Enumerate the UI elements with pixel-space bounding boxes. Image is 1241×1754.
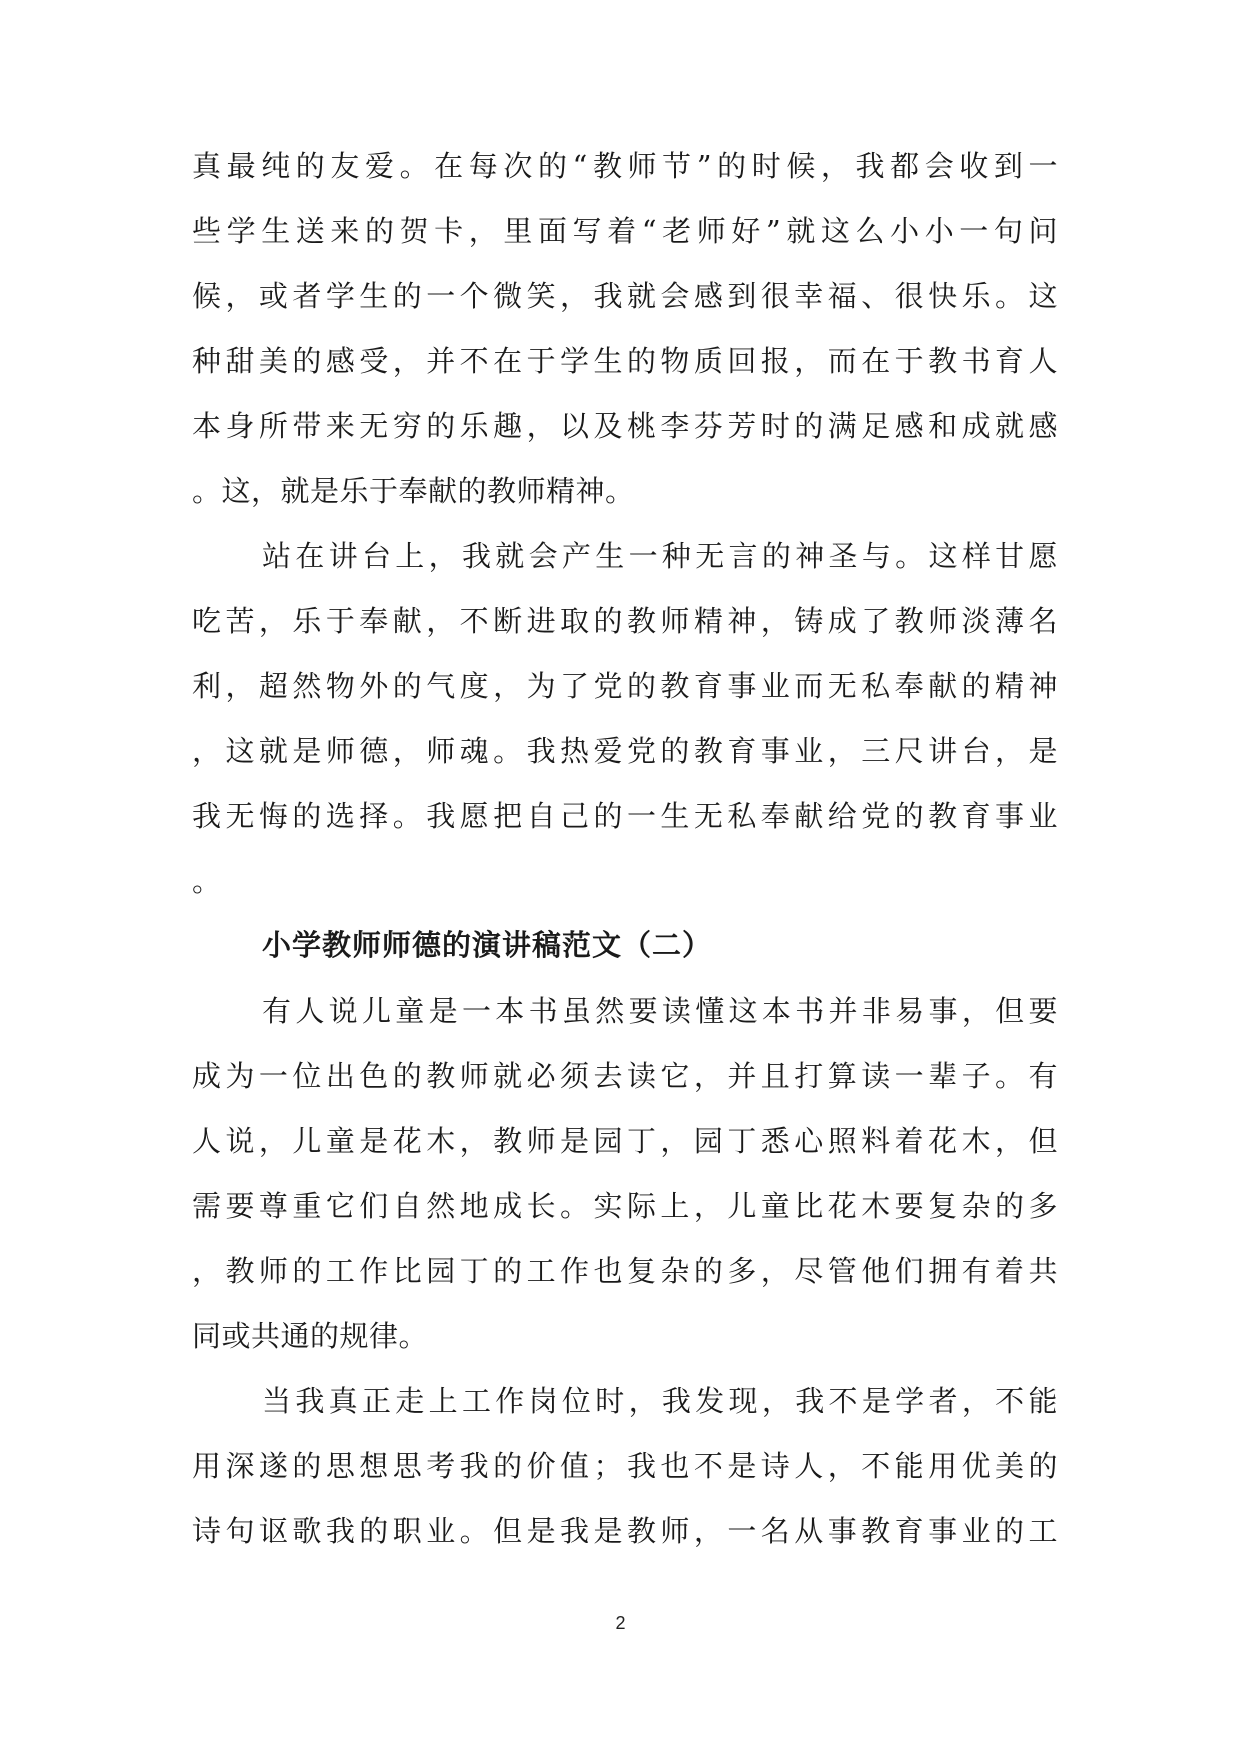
page-number: 2 [615, 1613, 626, 1633]
paragraph-2-line-4: ，这就是师德，师魂。我热爱党的教育事业，三尺讲台，是 [192, 734, 1058, 768]
paragraph-1-line-3: 候，或者学生的一个微笑，我就会感到很幸福、很快乐。这 [192, 279, 1058, 313]
paragraph-1-line-1: 真最纯的友爱。在每次的“教师节”的时候，我都会收到一 [192, 149, 1058, 183]
section-heading: 小学教师师德的演讲稿范文（二） [262, 928, 713, 962]
paragraph-3-line-5: ，教师的工作比园丁的工作也复杂的多，尽管他们拥有着共 [192, 1254, 1058, 1288]
paragraph-1-line-5: 本身所带来无穷的乐趣，以及桃李芬芳时的满足感和成就感 [192, 409, 1058, 443]
paragraph-4-line-1: 当我真正走上工作岗位时，我发现，我不是学者，不能 [262, 1384, 1058, 1418]
paragraph-3-line-4: 需要尊重它们自然地成长。实际上，儿童比花木要复杂的多 [192, 1189, 1058, 1223]
paragraph-2-line-1: 站在讲台上，我就会产生一种无言的神圣与。这样甘愿 [262, 539, 1058, 573]
paragraph-2-line-5: 我无悔的选择。我愿把自己的一生无私奉献给党的教育事业 [192, 799, 1058, 833]
paragraph-2-line-3: 利，超然物外的气度，为了党的教育事业而无私奉献的精神 [192, 669, 1058, 703]
paragraph-2-line-2: 吃苦，乐于奉献，不断进取的教师精神，铸成了教师淡薄名 [192, 604, 1058, 638]
paragraph-2-line-6: 。 [192, 864, 222, 898]
paragraph-4-line-2: 用深遂的思想思考我的价值；我也不是诗人，不能用优美的 [192, 1449, 1058, 1483]
paragraph-1-line-2: 些学生送来的贺卡，里面写着“老师好”就这么小小一句问 [192, 214, 1058, 248]
paragraph-1-line-4: 种甜美的感受，并不在于学生的物质回报，而在于教书育人 [192, 344, 1058, 378]
paragraph-3-line-6: 同或共通的规律。 [192, 1319, 429, 1353]
paragraph-3-line-3: 人说，儿童是花木，教师是园丁，园丁悉心照料着花木，但 [192, 1124, 1058, 1158]
paragraph-3-line-2: 成为一位出色的教师就必须去读它，并且打算读一辈子。有 [192, 1059, 1058, 1093]
paragraph-1-line-6: 。这，就是乐于奉献的教师精神。 [192, 474, 635, 508]
paragraph-4-line-3: 诗句讴歌我的职业。但是我是教师，一名从事教育事业的工 [192, 1514, 1058, 1548]
paragraph-3-line-1: 有人说儿童是一本书虽然要读懂这本书并非易事，但要 [262, 994, 1058, 1028]
